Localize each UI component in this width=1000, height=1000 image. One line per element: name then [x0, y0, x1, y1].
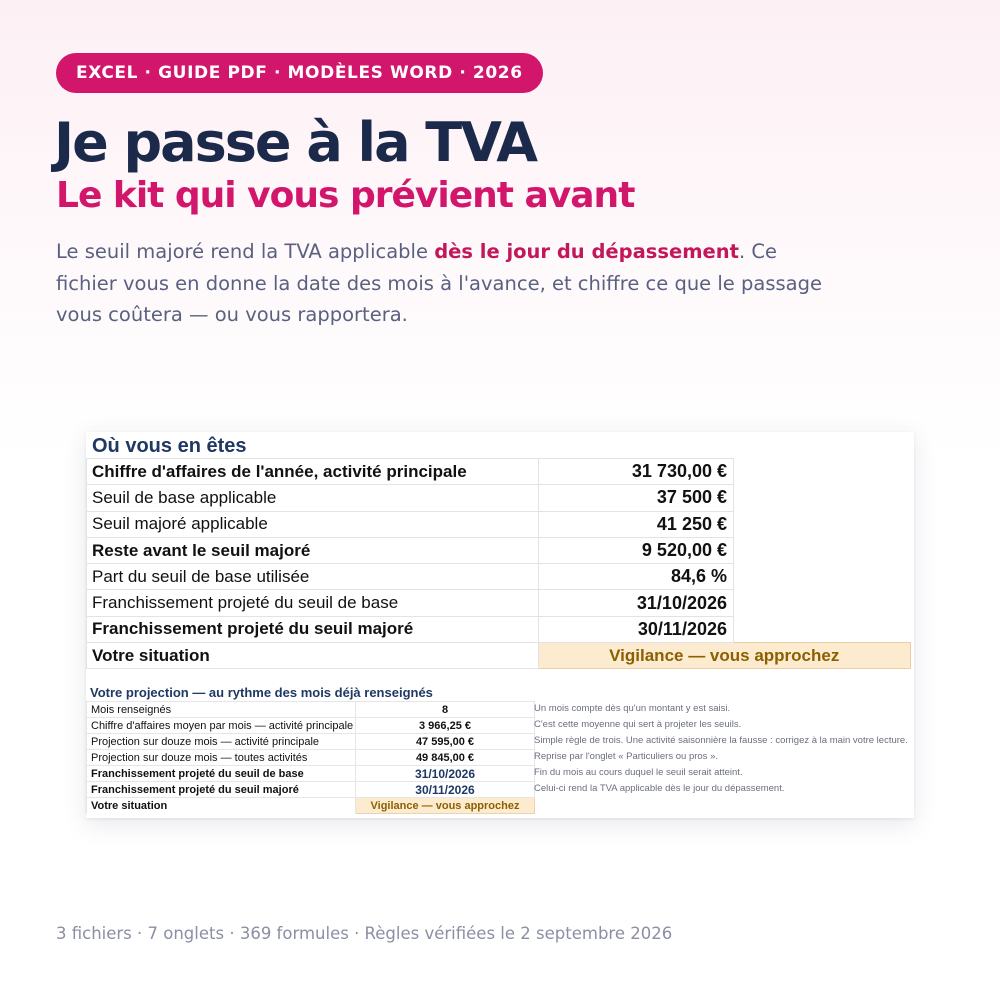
- remaining-value: 9 520,00 €: [539, 537, 734, 563]
- revenue-value: 31 730,00 €: [539, 459, 734, 485]
- intro-text-start: Le seuil majoré rend la TVA applicable: [56, 240, 435, 263]
- projection-situation-status: Vigilance — vous approchez: [356, 798, 535, 814]
- note-text: Un mois compte dès qu'un montant y est saisi.: [534, 703, 731, 714]
- table-row: [87, 537, 911, 563]
- row-label: Chiffre d'affaires moyen par mois — activité principale: [87, 718, 356, 734]
- row-label: Franchissement projeté du seuil majoré: [87, 782, 356, 798]
- row-label: Franchissement projeté du seuil majoré: [87, 616, 539, 642]
- projection-notes: [534, 701, 908, 797]
- page-title: Je passe à la TVA: [54, 111, 537, 174]
- table-row: [87, 750, 535, 766]
- row-label: Votre situation: [87, 643, 539, 669]
- intro-paragraph: [56, 236, 836, 331]
- footer-stats: 3 fichiers · 7 onglets · 369 formules · Règles vérifiées le 2 septembre 2026: [56, 924, 673, 943]
- row-label: Chiffre d'affaires de l'année, activité principale: [87, 459, 539, 485]
- row-label: Seuil de base applicable: [87, 485, 539, 511]
- intro-text-end: . Ce fichier vous en donne la date des mois à l'avance, et chiffre ce que le passage vous coûtera — ou vous rapportera.: [56, 240, 822, 326]
- situation-status: Vigilance — vous approchez: [539, 643, 911, 669]
- row-label: Projection sur douze mois — toutes activités: [87, 750, 356, 766]
- row-label: Franchissement projeté du seuil de base: [87, 590, 539, 616]
- table-row: [87, 616, 911, 642]
- base-threshold-value: 37 500 €: [539, 485, 734, 511]
- projection-title: Votre projection — au rythme des mois déjà renseignés: [90, 685, 433, 700]
- table-row: [87, 643, 911, 669]
- row-label: Reste avant le seuil majoré: [87, 537, 539, 563]
- row-label: Seuil majoré applicable: [87, 511, 539, 537]
- row-value: 8: [356, 702, 535, 718]
- table-row: [87, 511, 911, 537]
- increased-crossing-date: 30/11/2026: [539, 616, 734, 642]
- table-row: [87, 459, 911, 485]
- table-row: [87, 590, 911, 616]
- table-row: [87, 766, 535, 782]
- row-label: Votre situation: [87, 798, 356, 814]
- increased-threshold-value: 41 250 €: [539, 511, 734, 537]
- table-row: [87, 718, 535, 734]
- sheet-title: Où vous en êtes: [92, 435, 247, 457]
- spreadsheet-preview: [86, 432, 914, 818]
- row-value: 30/11/2026: [356, 782, 535, 798]
- row-value: 3 966,25 €: [356, 718, 535, 734]
- note-text: Fin du mois au cours duquel le seuil serait atteint.: [534, 767, 743, 778]
- row-label: Part du seuil de base utilisée: [87, 564, 539, 590]
- intro-highlight: dès le jour du dépassement: [434, 240, 739, 263]
- table-row: [87, 564, 911, 590]
- product-badge: EXCEL · GUIDE PDF · MODÈLES WORD · 2026: [56, 53, 543, 93]
- table-row: [87, 734, 535, 750]
- projection-table: [86, 701, 535, 814]
- status-table: [86, 458, 911, 669]
- table-row: [87, 782, 535, 798]
- note-text: Celui-ci rend la TVA applicable dès le jour du dépassement.: [534, 783, 785, 794]
- row-value: 49 845,00 €: [356, 750, 535, 766]
- note-text: C'est cette moyenne qui sert à projeter les seuils.: [534, 719, 742, 730]
- note-text: Reprise par l'onglet « Particuliers ou pros ».: [534, 751, 718, 762]
- page-subtitle: Le kit qui vous prévient avant: [56, 175, 635, 216]
- row-value: 31/10/2026: [356, 766, 535, 782]
- row-label: Franchissement projeté du seuil de base: [87, 766, 356, 782]
- base-crossing-date: 31/10/2026: [539, 590, 734, 616]
- table-row: [87, 702, 535, 718]
- note-text: Simple règle de trois. Une activité saisonnière la fausse : corrigez à la main votre lecture.: [534, 735, 908, 746]
- row-value: 47 595,00 €: [356, 734, 535, 750]
- table-row: [87, 798, 535, 814]
- row-label: Mois renseignés: [87, 702, 356, 718]
- table-row: [87, 485, 911, 511]
- row-label: Projection sur douze mois — activité principale: [87, 734, 356, 750]
- threshold-share-value: 84,6 %: [539, 564, 734, 590]
